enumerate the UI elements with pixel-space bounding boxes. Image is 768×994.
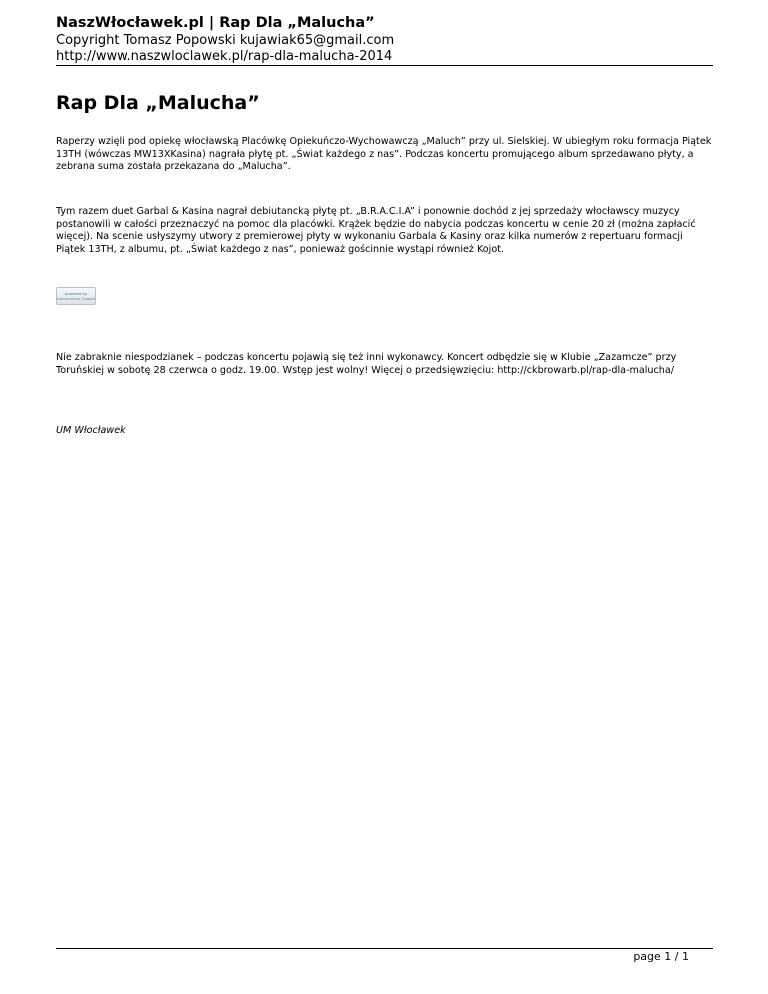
document-header bbox=[56, 14, 713, 65]
header-divider bbox=[56, 65, 713, 66]
badge-translate-label: tłumaczenie Google bbox=[57, 296, 95, 301]
copyright-line: Copyright Tomasz Popowski kujawiak65@gmail.com bbox=[56, 33, 395, 48]
source-url[interactable]: http://www.naszwloclawek.pl/rap-dla-malucha-2014 bbox=[56, 49, 393, 64]
article-paragraph-1: Raperzy wzięli pod opiekę włocławską Placówkę Opiekuńczo-Wychowawczą „Maluch” przy ul. Sielskiej. W ubiegłym roku formacja Piątek 13TH (wówczas MW13XKasina) nagrała płytę pt. „Świat każdego z nas”. Podczas koncertu promującego album sprzedawano płyty, a zebrana suma została przekazana do „Malucha”. bbox=[56, 136, 712, 173]
article-source: UM Włocławek bbox=[56, 425, 126, 436]
article-title: Rap Dla „Malucha” bbox=[56, 92, 260, 114]
google-translate-badge[interactable] bbox=[56, 287, 96, 305]
article-paragraph-3: Nie zabraknie niespodzianek – podczas koncertu pojawią się też inni wykonawcy. Koncert odbędzie się w Klubie „Zazamcze” przy Toruńskiej w sobotę 28 czerwca o godz. 19.00. Wstęp jest wolny! Więcej o przedsięwzięciu: http://ckbrowarb.pl/rap-dla-malucha/ bbox=[56, 352, 677, 376]
footer-divider bbox=[56, 948, 713, 949]
page-number: page 1 / 1 bbox=[633, 950, 689, 963]
article-body bbox=[56, 90, 713, 436]
article-paragraph-2: Tym razem duet Garbal & Kasina nagrał debiutancką płytę pt. „B.R.A.C.I.A” i ponownie dochód z jej sprzedaży włocławscy muzycy postanowili w całości przeznaczyć na pomoc dla placówki. Krążek będzie do nabycia podczas koncertu w cenie 20 zł (można zapłacić więcej). Na scenie usłyszymy utwory z premierowej płyty w wykonaniu Garbala & Kasiny oraz kilka numerów z repertuaru formacji Piątek 13TH, z albumu, pt. „Świat każdego z nas”, ponieważ gościnnie wystąpi również Kojot. bbox=[56, 206, 696, 255]
site-title: NaszWłocławek.pl | Rap Dla „Malucha” bbox=[56, 15, 375, 31]
badge-powered-by: powered by bbox=[64, 291, 88, 296]
